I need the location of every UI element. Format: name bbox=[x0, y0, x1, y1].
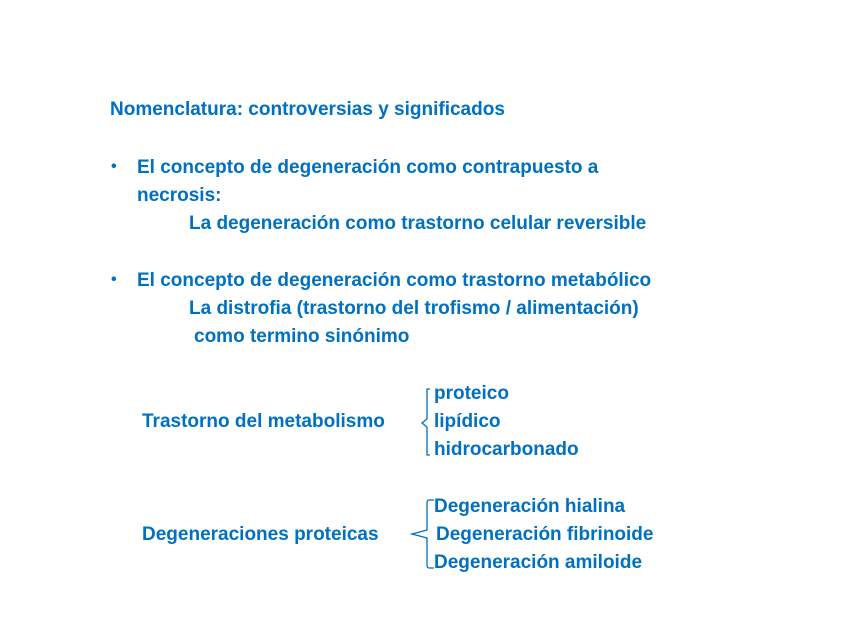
bullet-2-subline-1: La distrofia (trastorno del trofismo / alimentación) bbox=[189, 298, 639, 319]
proteic-label: Degeneraciones proteicas bbox=[142, 524, 379, 545]
proteic-item-fibrinoid: Degeneración fibrinoide bbox=[436, 524, 654, 545]
bullet-2-subline-2: como termino sinónimo bbox=[194, 326, 410, 347]
metabolism-item-protein: proteico bbox=[434, 383, 509, 404]
bullet-1-subline: La degeneración como trastorno celular reversible bbox=[189, 213, 647, 234]
slide-title: Nomenclatura: controversias y significados bbox=[110, 99, 505, 120]
bullet-dot-2: • bbox=[111, 271, 117, 288]
metabolism-label: Trastorno del metabolismo bbox=[142, 411, 385, 432]
metabolism-item-lipid: lipídico bbox=[434, 411, 501, 432]
metabolism-item-carbohydrate: hidrocarbonado bbox=[434, 439, 579, 460]
proteic-item-hyaline: Degeneración hialina bbox=[434, 496, 626, 517]
bullet-1-line-1: El concepto de degeneración como contrapuesto a bbox=[137, 157, 599, 178]
metabolism-brace bbox=[416, 386, 436, 458]
proteic-item-amyloid: Degeneración amiloide bbox=[434, 552, 643, 573]
bullet-dot-1: • bbox=[111, 158, 117, 175]
bullet-2-line-1: El concepto de degeneración como trastorno metabólico bbox=[137, 270, 652, 291]
bullet-1-line-2: necrosis: bbox=[137, 185, 222, 206]
